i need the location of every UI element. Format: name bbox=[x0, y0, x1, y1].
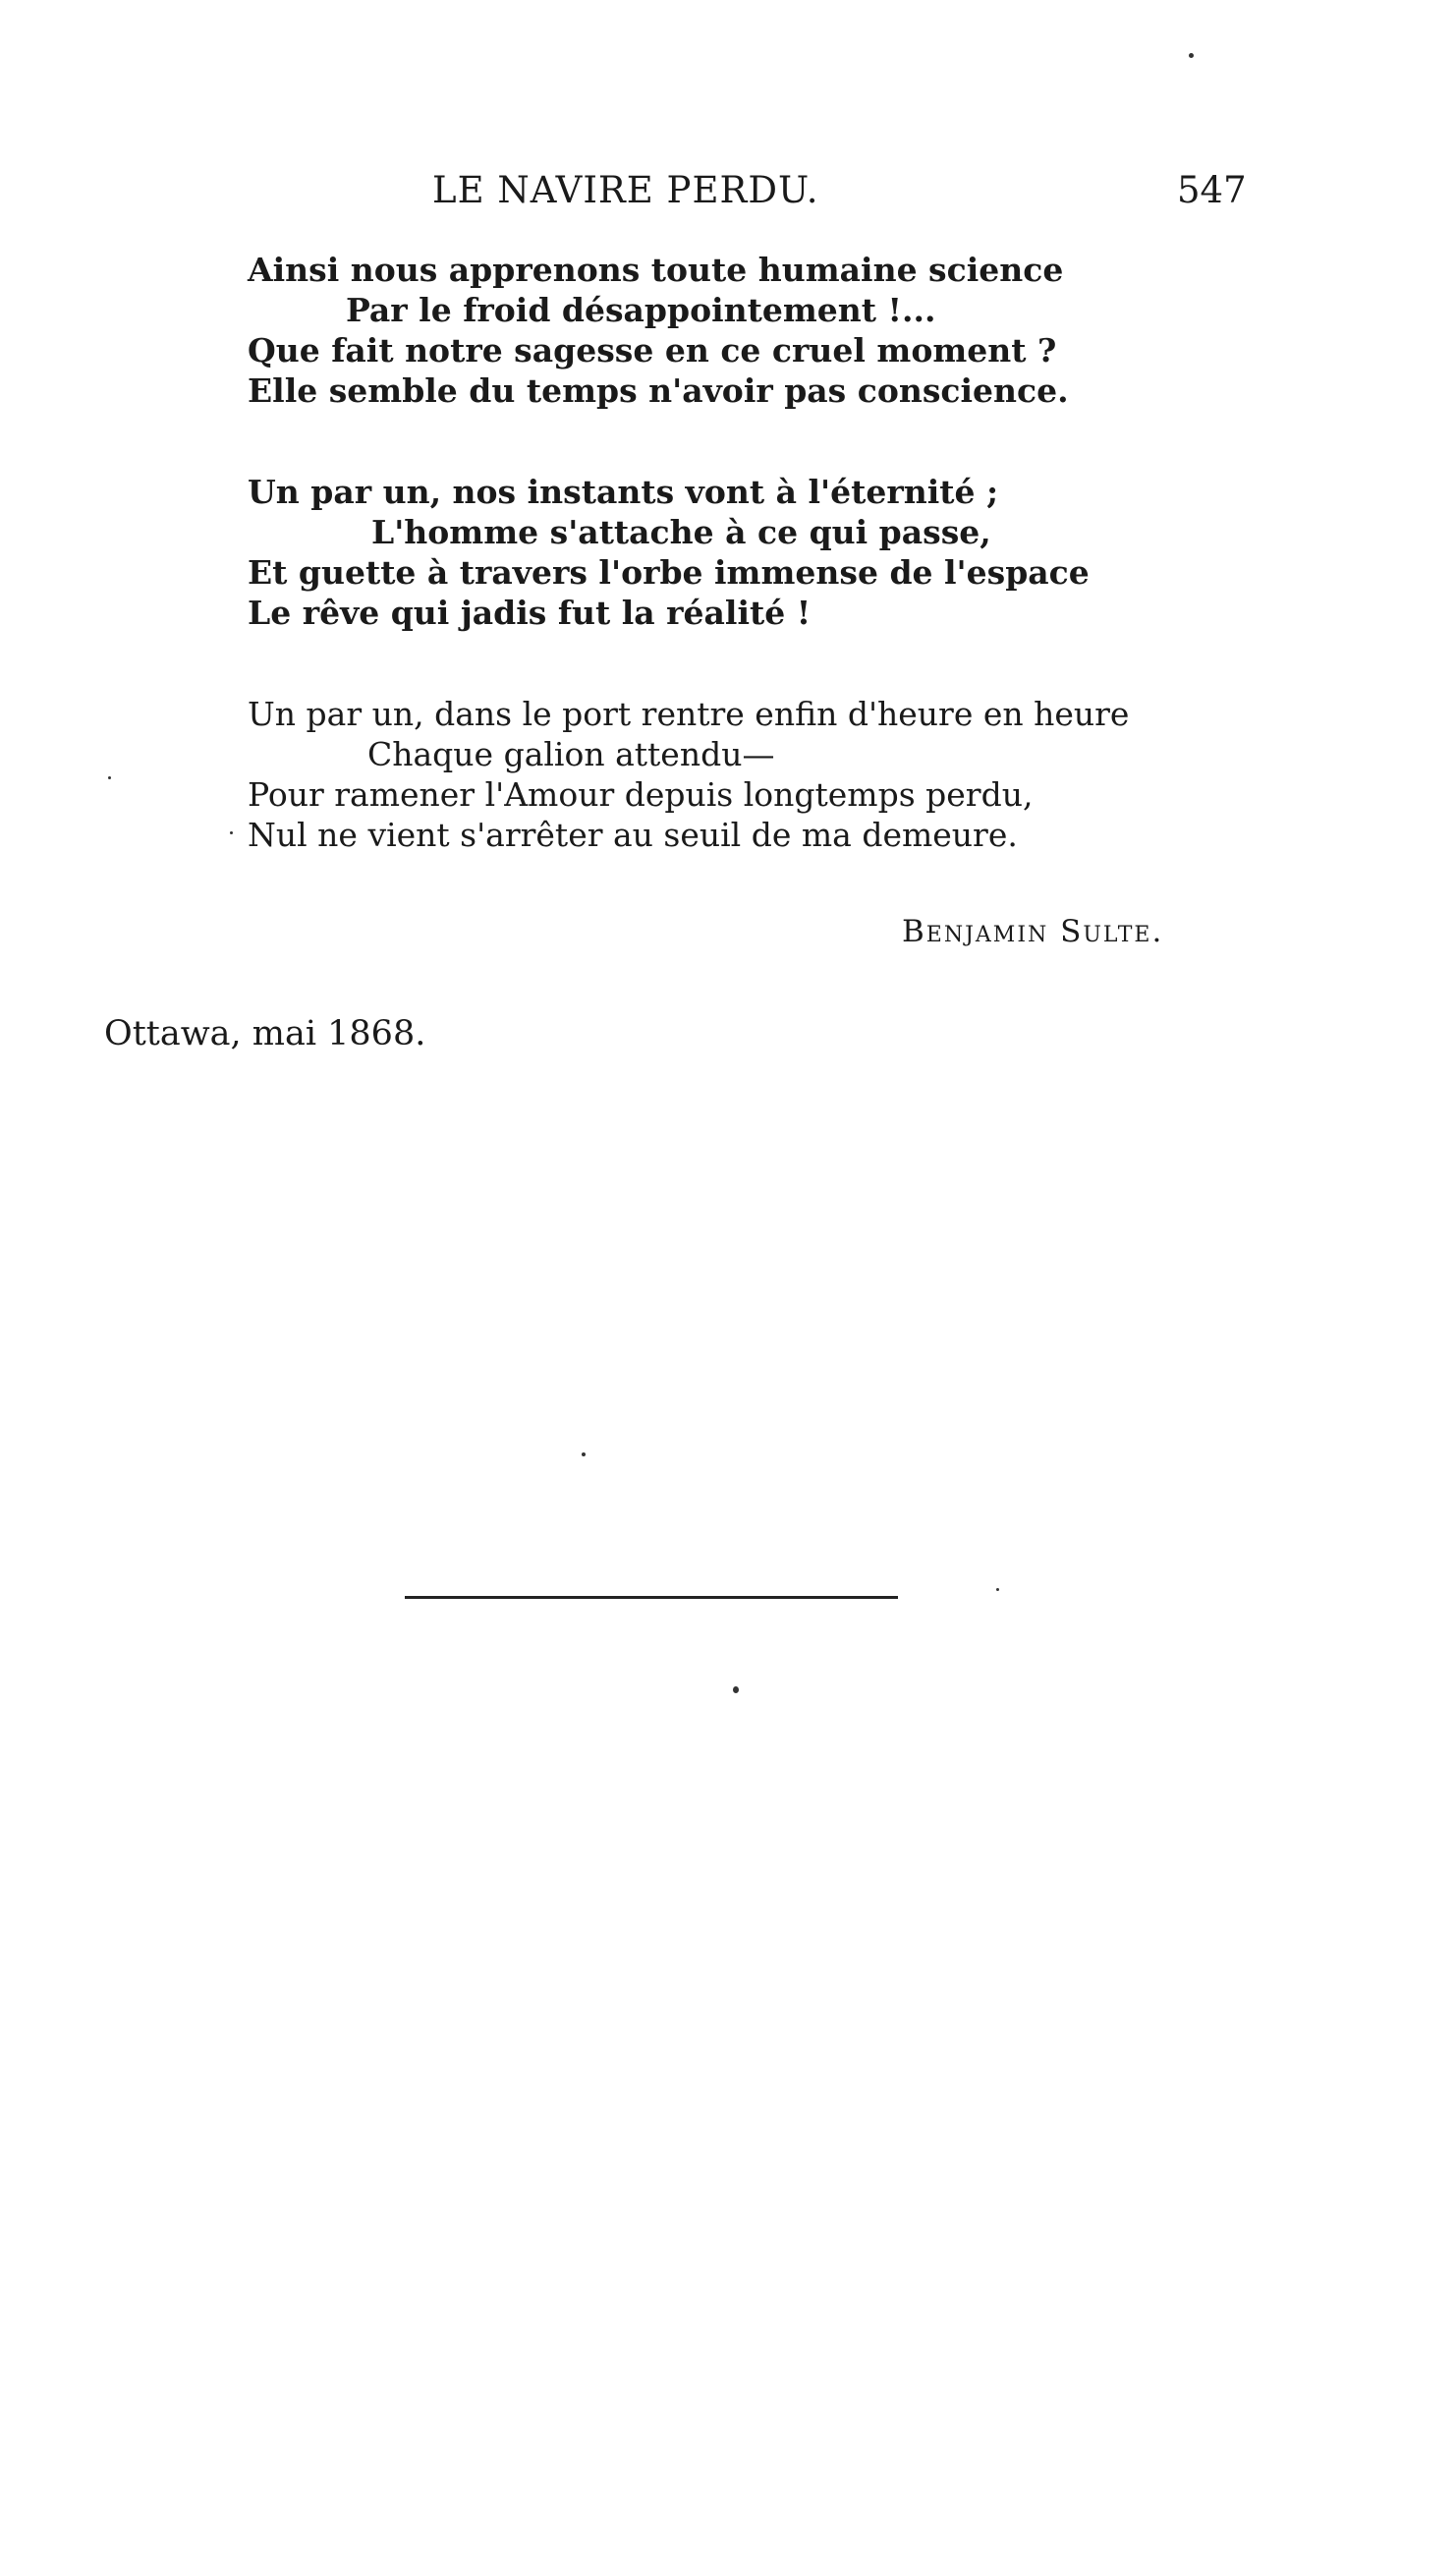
section-rule bbox=[405, 1596, 898, 1599]
stanza-2 bbox=[248, 472, 1230, 633]
scan-speck bbox=[1189, 53, 1194, 58]
verse-line: Un par un, nos instants vont à l'éternité ; bbox=[248, 473, 999, 511]
verse-line: Le rêve qui jadis fut la réalité ! bbox=[248, 594, 812, 632]
verse-line: Pour ramener l'Amour depuis longtemps perdu, bbox=[248, 775, 1034, 814]
verse-line: Ainsi nous apprenons toute humaine science bbox=[248, 251, 1064, 289]
verse-line: L'homme s'attache à ce qui passe, bbox=[371, 513, 991, 551]
scan-speck bbox=[230, 831, 233, 834]
scan-speck bbox=[108, 776, 111, 779]
verse-line: Nul ne vient s'arrêter au seuil de ma demeure. bbox=[248, 816, 1018, 854]
scan-speck bbox=[996, 1588, 999, 1591]
page-number: 547 bbox=[1177, 169, 1247, 211]
stanza-1 bbox=[248, 250, 1230, 411]
verse-line: Que fait notre sagesse en ce cruel moment ? bbox=[248, 331, 1057, 370]
scan-speck bbox=[733, 1686, 739, 1693]
running-title: LE NAVIRE PERDU. bbox=[432, 169, 819, 211]
verse-line: Et guette à travers l'orbe immense de l'espace bbox=[248, 553, 1090, 592]
author-signature: Benjamin Sulte. bbox=[902, 914, 1164, 949]
verse-line: Chaque galion attendu— bbox=[367, 735, 775, 773]
verse-line: Un par un, dans le port rentre enfin d'heure en heure bbox=[248, 695, 1130, 733]
verse-line: Par le froid désappointement !... bbox=[346, 291, 936, 329]
verse-line: Elle semble du temps n'avoir pas conscience. bbox=[248, 371, 1069, 410]
stanza-3 bbox=[248, 694, 1230, 855]
scan-speck bbox=[582, 1452, 586, 1456]
dateline: Ottawa, mai 1868. bbox=[104, 1014, 426, 1053]
